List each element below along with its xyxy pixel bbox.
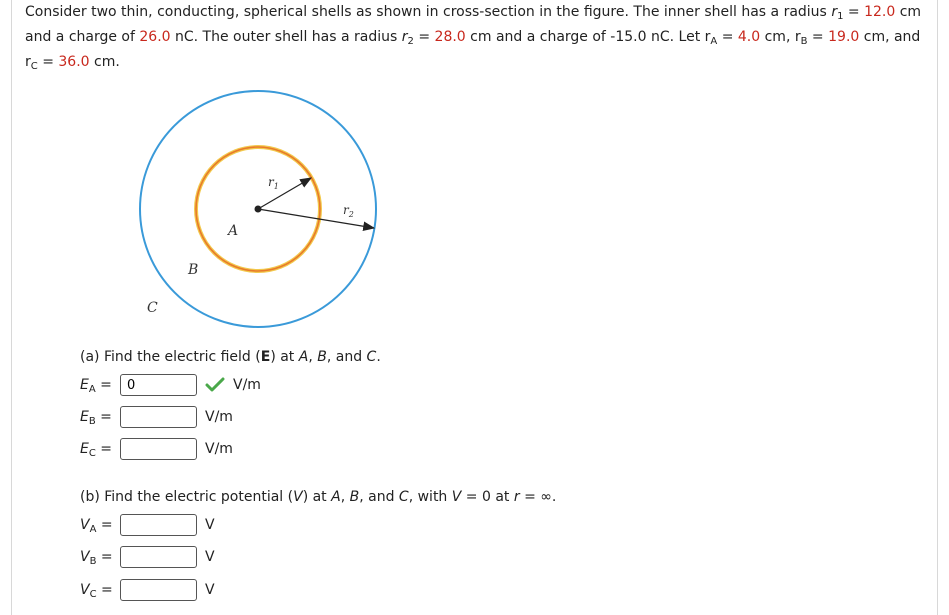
ec-label: $E_C$ = [80,441,113,459]
problem-text: nC. The outer shell has a radius [170,29,402,45]
vb-input[interactable] [120,546,197,568]
prompt-text: (a) Find the electric field ( [80,349,261,365]
eb-row [80,405,233,429]
prompt-point: C [366,349,377,365]
rC-subscript: C [30,61,38,72]
r1-symbol: r [831,4,838,20]
ea-input[interactable] [120,374,197,396]
vb-label: $V_B$ = [80,549,113,567]
rB-subscript: B [800,36,808,47]
problem-line-2 [25,25,925,50]
problem-text: cm, and [859,29,921,45]
prompt-text: , [340,489,350,505]
r2-symbol: r [401,29,408,45]
problem-text: cm [895,4,922,20]
vb-row [80,545,215,569]
prompt-symbol: r [513,489,520,505]
problem-statement [25,0,925,75]
eb-input[interactable] [120,406,197,428]
ec-unit: V/m [205,441,233,457]
point-a-label: A [228,223,239,239]
problem-text: cm and a charge of -15.0 nC. Let r [465,29,711,45]
prompt-symbol: V [293,489,303,505]
prompt-text: , with [408,489,452,505]
equals-sign: = [843,4,865,20]
shells-figure [130,85,390,335]
ea-row [80,373,261,397]
prompt-text: = 0 at [461,489,514,505]
rA-value: 4.0 [737,29,761,45]
r1-label: $r_1$ [268,175,279,191]
part-a-prompt [80,349,381,365]
problem-text: r [25,54,31,70]
prompt-symbol: V [451,489,462,505]
eb-label: $E_B$ = [80,409,112,427]
vb-unit: V [205,549,215,565]
problem-line-1 [25,0,925,25]
equals-sign: = [807,29,829,45]
vc-unit: V [205,582,215,598]
problem-line-3 [25,50,925,75]
vc-row [80,578,215,602]
r1-subscript: 1 [837,11,844,22]
problem-text: and a charge of [25,29,140,45]
prompt-point: B [317,349,327,365]
point-c-label: C [147,300,158,316]
ec-row [80,437,233,461]
rB-value: 19.0 [828,29,860,45]
prompt-bold: E [260,349,271,365]
equals-sign: = [37,54,59,70]
r2-label: $r_2$ [343,203,354,219]
prompt-text: ) at [302,489,332,505]
problem-text: Consider two thin, conducting, spherical shells as shown in cross-section in the figure. The inner shell has a radius [25,4,832,20]
ea-label: $E_A$ = [80,377,112,395]
va-unit: V [205,517,215,533]
r1-value: 12.0 [864,4,896,20]
equals-sign: = [413,29,435,45]
check-icon [205,377,225,393]
prompt-point: B [349,489,360,505]
prompt-point: A [331,489,341,505]
prompt-text: ) at [270,349,299,365]
problem-text: cm, r [760,29,801,45]
eb-unit: V/m [205,409,233,425]
prompt-text: . [376,349,381,365]
prompt-point: C [398,489,409,505]
va-input[interactable] [120,514,197,536]
prompt-text: , and [359,489,399,505]
prompt-text: , [308,349,318,365]
problem-text: cm. [89,54,120,70]
point-b-label: B [188,262,199,278]
prompt-text: (b) Find the electric potential ( [80,489,294,505]
va-label: $V_A$ = [80,517,113,535]
r1-arrow [258,178,311,209]
rC-value: 36.0 [58,54,90,70]
prompt-point: A [298,349,309,365]
ea-unit: V/m [233,377,261,393]
vc-label: $V_C$ = [80,582,113,600]
r2-subscript: 2 [407,36,414,47]
va-row [80,513,215,537]
equals-sign: = [717,29,738,45]
rA-subscript: A [710,36,718,47]
part-b-prompt [80,489,556,505]
q1-value: 26.0 [139,29,171,45]
prompt-text: , and [326,349,367,365]
r2-value: 28.0 [434,29,466,45]
prompt-text: = ∞. [519,489,557,505]
ec-input[interactable] [120,438,197,460]
vc-input[interactable] [120,579,197,601]
